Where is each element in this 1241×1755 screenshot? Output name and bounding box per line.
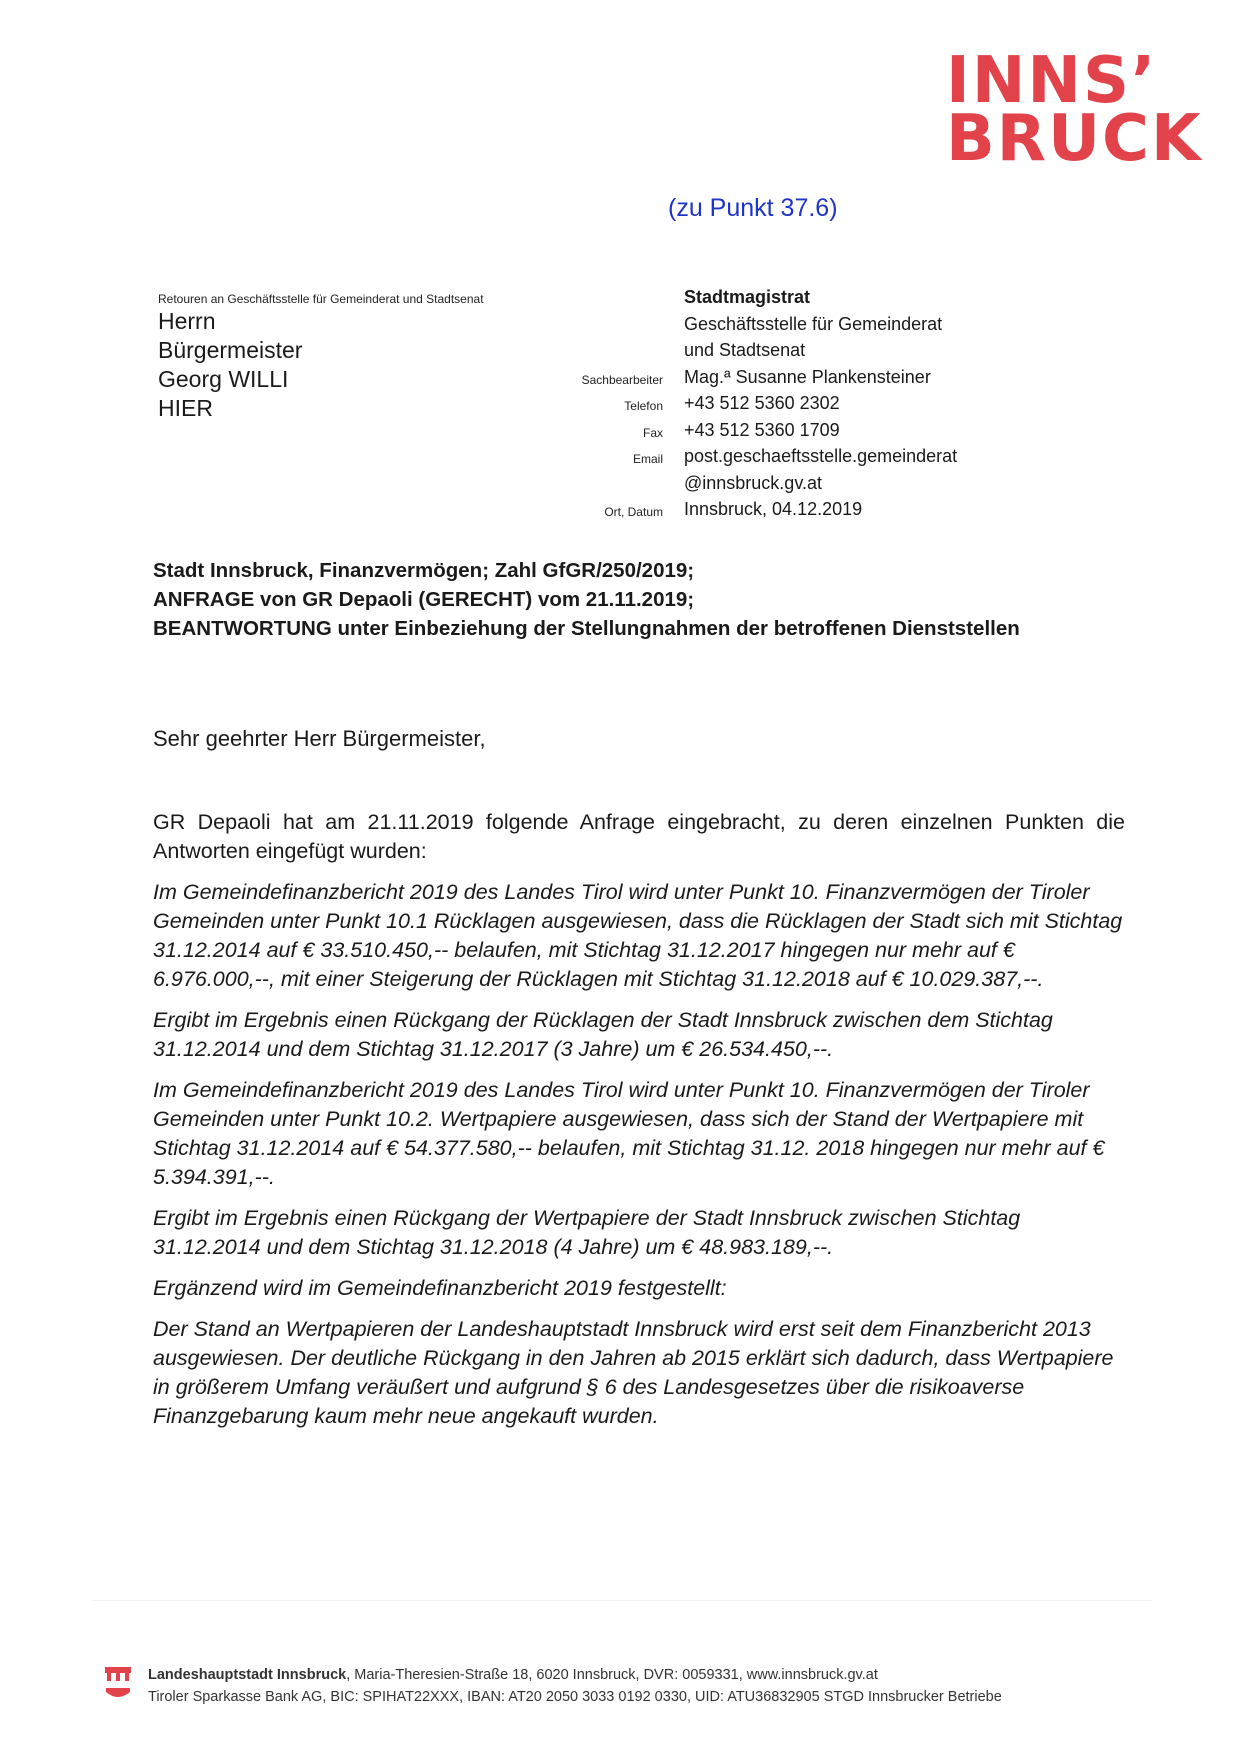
subject-line: Stadt Innsbruck, Finanzvermögen; Zahl GfGR/250/2019;: [153, 559, 695, 582]
label-telefon: Telefon: [624, 399, 663, 413]
return-address: Retouren an Geschäftsstelle für Gemeinderat und Stadtsenat: [158, 292, 484, 306]
fax-value: +43 512 5360 1709: [684, 419, 840, 440]
question-paragraph: Ergänzend wird im Gemeindefinanzbericht 2019 festgestellt:: [153, 1276, 727, 1300]
salutation: Sehr geehrter Herr Bürgermeister,: [153, 726, 486, 751]
sender-labels: [520, 284, 663, 523]
logo-line-1: INNS’: [946, 44, 1158, 118]
sender-dept: Geschäftsstelle für Gemeinderat: [684, 313, 943, 334]
footer: [148, 1664, 1002, 1708]
label-ort-datum: Ort, Datum: [604, 505, 663, 519]
footer-divider: [92, 1600, 1152, 1601]
email-value: post.geschaeftsstelle.gemeinderat: [684, 446, 958, 466]
sachbearbeiter-value: Mag.ª Susanne Plankensteiner: [684, 366, 931, 387]
recipient-line: Herrn: [158, 308, 216, 334]
recipient-line: Bürgermeister: [158, 337, 303, 363]
ort-datum-value: Innsbruck, 04.12.2019: [684, 499, 863, 519]
question-paragraph: Der Stand an Wertpapieren der Landeshauptstadt Innsbruck wird erst seit dem Finanzbericht 2013 ausgewiesen. Der deutliche Rückgang in den Jahren ab 2015 erklärt sich dadurch, dass Wertpapiere in größerem Umfang veräußert und aufgrund § 6 des Landesgesetzes über die risikoaverse Finanzgebarung kaum mehr neue angekauft wurden.: [153, 1317, 1114, 1428]
footer-line-1: [148, 1664, 1002, 1686]
label-sachbearbeiter: Sachbearbeiter: [581, 372, 663, 387]
innsbruck-crest-icon: [104, 1664, 132, 1704]
subject-line: BEANTWORTUNG unter Einbeziehung der Stellungnahmen der betroffenen Dienststellen: [153, 617, 1020, 640]
sender-dept: und Stadtsenat: [684, 340, 806, 360]
sender-block: [684, 284, 957, 523]
email-value-cont: @innsbruck.gv.at: [684, 472, 822, 493]
punkt-reference: (zu Punkt 37.6): [668, 194, 838, 222]
subject-block: [153, 556, 1020, 643]
label-fax: Fax: [642, 425, 663, 440]
sender-title: Stadtmagistrat: [684, 287, 811, 307]
recipient-line: HIER: [158, 395, 213, 421]
footer-address: , Maria-Theresien-Straße 18, 6020 Innsbruck, DVR: 0059331, www.innsbruck.gv.at: [346, 1667, 878, 1683]
logo-line-2: BRUCK: [946, 102, 1203, 176]
footer-org: Landeshauptstadt Innsbruck: [148, 1667, 347, 1683]
subject-line: ANFRAGE von GR Depaoli (GERECHT) vom 21.11.2019;: [153, 588, 695, 611]
telefon-value: +43 512 5360 2302: [684, 393, 840, 413]
question-paragraph: Ergibt im Ergebnis einen Rückgang der Wertpapiere der Stadt Innsbruck zwischen Stichtag 31.12.2014 und dem Stichtag 31.12.2018 (4 Jahre) um € 48.983.189,--.: [153, 1206, 1021, 1259]
recipient-line: Georg WILLI: [158, 366, 289, 392]
footer-line-2: Tiroler Sparkasse Bank AG, BIC: SPIHAT22XXX, IBAN: AT20 2050 3033 0192 0330, UID: ATU36832905 STGD Innsbrucker Betriebe: [148, 1689, 1002, 1705]
question-paragraph: Im Gemeindefinanzbericht 2019 des Landes Tirol wird unter Punkt 10. Finanzvermögen der Tiroler Gemeinden unter Punkt 10.2. Wertpapiere ausgewiesen, dass sich der Stand der Wertpapiere mit Stichtag 31.12.2014 auf € 54.377.580,-- belaufen, mit Stichtag 31.12. 2018 hingegen nur mehr auf € 5.394.391,--.: [153, 1078, 1105, 1189]
innsbruck-logo: [946, 44, 1203, 176]
label-email: Email: [632, 452, 663, 466]
question-paragraph: Im Gemeindefinanzbericht 2019 des Landes Tirol wird unter Punkt 10. Finanzvermögen der Tiroler Gemeinden unter Punkt 10.1 Rücklagen ausgewiesen, dass die Rücklagen der Stadt sich mit Stichtag 31.12.2014 auf € 33.510.450,-- belaufen, mit Stichtag 31.12.2017 hingegen nur mehr auf € 6.976.000,--, mit einer Steigerung der Rücklagen mit Stichtag 31.12.2018 auf € 10.029.387,--.: [153, 880, 1123, 991]
question-paragraph: Ergibt im Ergebnis einen Rückgang der Rücklagen der Stadt Innsbruck zwischen dem Stichtag 31.12.2014 und dem Stichtag 31.12.2017 (3 Jahre) um € 26.534.450,--.: [153, 1008, 1053, 1061]
recipient-address: [158, 307, 302, 423]
intro-paragraph: GR Depaoli hat am 21.11.2019 folgende Anfrage eingebracht, zu deren einzelnen Punkten die Antworten eingefügt wurden:: [153, 810, 1125, 863]
letter-body: [153, 808, 1125, 1443]
